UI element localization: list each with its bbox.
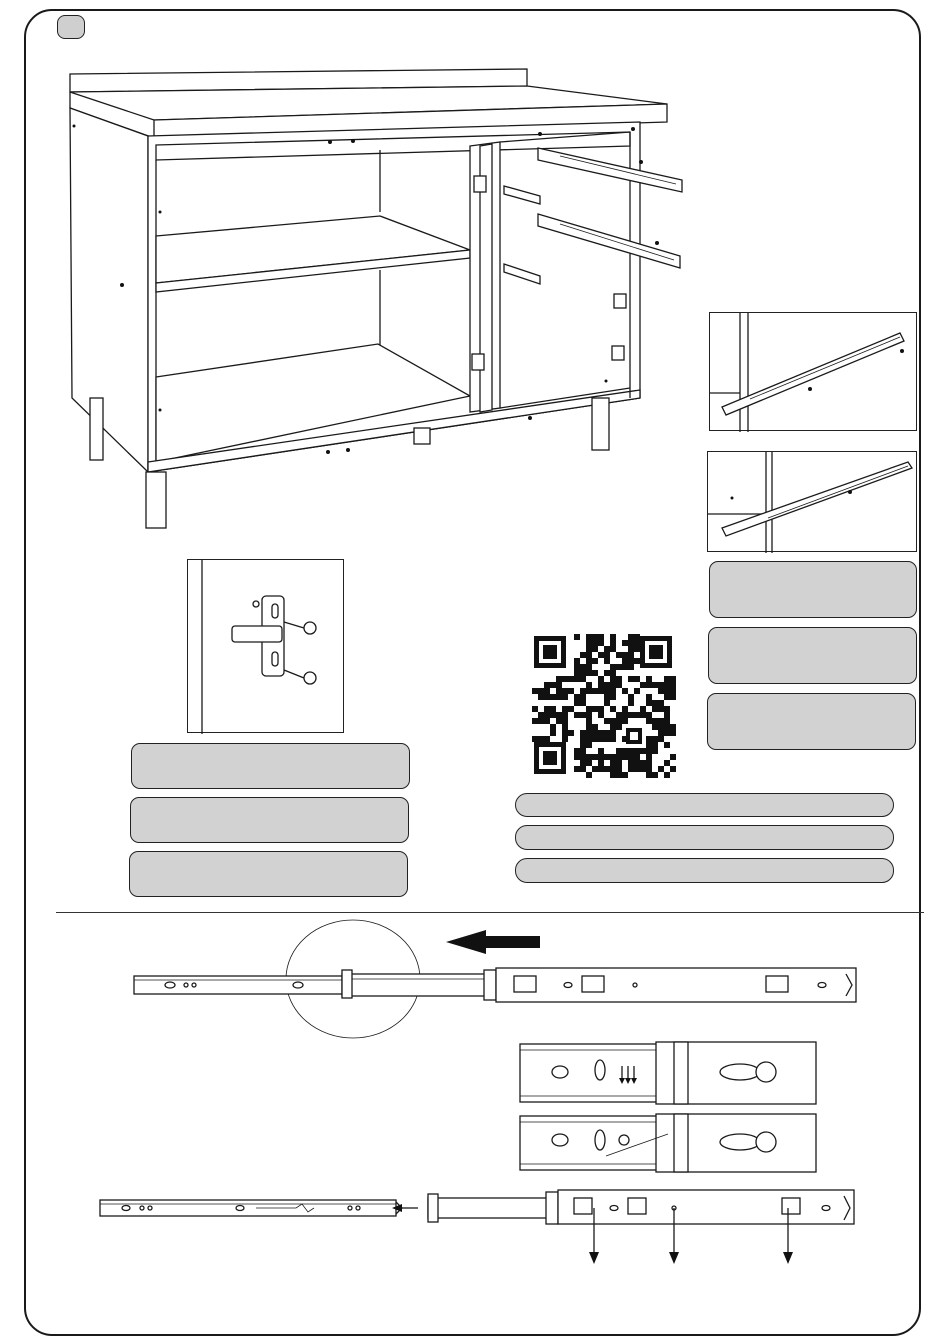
qr-module [622,640,628,646]
qr-module [634,676,640,682]
qr-module [622,718,628,724]
qr-module [574,712,580,718]
qr-module [616,760,622,766]
qr-module [640,766,646,772]
qr-module [634,634,640,640]
qr-module [616,754,622,760]
qr-module [592,706,598,712]
qr-module [580,766,586,772]
qr-module [658,766,664,772]
hinge-detail-inset [187,559,344,733]
qr-module [604,682,610,688]
qr-module [598,652,604,658]
qr-module [592,640,598,646]
qr-module [580,652,586,658]
qr-module [610,718,616,724]
qr-module [586,646,592,652]
qr-module [610,772,616,778]
qr-module [664,730,670,736]
qr-module [592,670,598,676]
qr-module [580,730,586,736]
qr-module [556,682,562,688]
qr-module [622,706,628,712]
qr-module [532,688,538,694]
qr-module [664,676,670,682]
qr-module [598,760,604,766]
qr-module [670,682,676,688]
qr-module [628,658,634,664]
qr-module [622,658,628,664]
qr-module [556,688,562,694]
right-label-3 [707,693,916,750]
qr-module [634,640,640,646]
qr-module [550,724,556,730]
qr-module [580,748,586,754]
qr-module [586,772,592,778]
qr-module [598,748,604,754]
qr-module [574,694,580,700]
qr-module [622,688,628,694]
slide-mount-inset-2 [707,451,917,552]
qr-module [538,718,544,724]
qr-module [670,688,676,694]
qr-module [634,748,640,754]
qr-module [652,742,658,748]
qr-module [550,712,556,718]
qr-module [616,682,622,688]
qr-module [574,676,580,682]
qr-module [586,682,592,688]
qr-module [646,748,652,754]
qr-module [544,682,550,688]
qr-module [586,754,592,760]
qr-module [616,724,622,730]
qr-module [586,640,592,646]
qr-module [658,724,664,730]
qr-module [622,772,628,778]
qr-module [550,694,556,700]
qr-module [646,766,652,772]
qr-module [664,682,670,688]
qr-module [568,676,574,682]
qr-module [616,676,622,682]
qr-module [628,640,634,646]
qr-module [664,694,670,700]
qr-module [586,670,592,676]
qr-module [598,634,604,640]
qr-module [598,736,604,742]
right-label-1 [709,561,917,618]
qr-module [598,676,604,682]
qr-module [538,712,544,718]
qr-module [628,652,634,658]
down-arrow-icon [668,1208,680,1264]
qr-module [628,748,634,754]
qr-module [634,712,640,718]
qr-module [640,712,646,718]
qr-module [646,736,652,742]
qr-module [664,724,670,730]
qr-module [604,754,610,760]
section-divider [56,912,924,913]
qr-module [604,646,610,652]
qr-module [568,706,574,712]
qr-module [610,646,616,652]
qr-module [580,688,586,694]
qr-module [652,772,658,778]
qr-module [634,760,640,766]
qr-module [562,736,568,742]
qr-module [586,664,592,670]
qr-module [658,718,664,724]
qr-module [580,664,586,670]
qr-module [598,766,604,772]
qr-module [592,730,598,736]
qr-module [652,718,658,724]
qr-module [592,766,598,772]
qr-module [634,646,640,652]
qr-module [628,754,634,760]
qr-module [580,754,586,760]
qr-module [604,652,610,658]
qr-module [652,736,658,742]
qr-module [652,700,658,706]
qr-module [610,736,616,742]
qr-module [610,754,616,760]
qr-module [646,682,652,688]
qr-module [646,742,652,748]
qr-module [634,754,640,760]
qr-module [610,682,616,688]
qr-module [640,706,646,712]
qr-module [616,652,622,658]
qr-module [580,712,586,718]
qr-module [592,754,598,760]
qr-module [664,688,670,694]
qr-module [574,766,580,772]
qr-module [640,760,646,766]
qr-module [562,730,568,736]
qr-module [622,748,628,754]
qr-module [586,658,592,664]
qr-module [538,736,544,742]
qr-module [562,694,568,700]
qr-module [628,766,634,772]
qr-module [616,718,622,724]
pill-label-2 [515,825,894,850]
release-lever-closeup-1 [518,1040,820,1106]
qr-module [568,688,574,694]
qr-module [598,640,604,646]
qr-module [592,634,598,640]
qr-module [538,688,544,694]
qr-module [568,730,574,736]
qr-module [652,748,658,754]
qr-module [616,712,622,718]
qr-module [580,736,586,742]
qr-module [574,670,580,676]
qr-module [646,676,652,682]
qr-module [574,658,580,664]
qr-module [574,754,580,760]
qr-module [604,694,610,700]
qr-module [610,730,616,736]
qr-module [670,754,676,760]
qr-module [574,748,580,754]
qr-module [628,664,634,670]
qr-module [592,658,598,664]
qr-module [622,736,628,742]
qr-module [532,706,538,712]
qr-module [652,706,658,712]
qr-module [592,688,598,694]
qr-module [622,712,628,718]
qr-module [556,694,562,700]
qr-module [664,706,670,712]
qr-module [580,742,586,748]
qr-module [664,760,670,766]
cabinet-illustration [60,60,690,540]
separated-drawer-slide [96,1188,860,1268]
left-label-3 [129,851,408,897]
qr-module [604,718,610,724]
qr-module [586,730,592,736]
qr-module [628,646,634,652]
qr-module [664,772,670,778]
qr-module [550,682,556,688]
qr-module [598,730,604,736]
qr-module [562,712,568,718]
qr-module [598,682,604,688]
qr-module [664,712,670,718]
qr-code-icon [530,632,676,778]
qr-module [628,694,634,700]
pill-label-1 [515,793,894,817]
qr-module [574,700,580,706]
qr-module [544,712,550,718]
qr-module [646,718,652,724]
down-arrow-icon [588,1208,600,1264]
qr-module [610,688,616,694]
qr-module [658,688,664,694]
qr-module [532,736,538,742]
qr-module [610,634,616,640]
step-number-badge [57,15,85,39]
qr-module [628,760,634,766]
qr-module [586,742,592,748]
qr-module [658,730,664,736]
qr-module [616,772,622,778]
qr-module [646,754,652,760]
qr-module [670,766,676,772]
down-arrow-icon [782,1208,794,1264]
qr-module [616,748,622,754]
qr-module [670,724,676,730]
qr-module [628,712,634,718]
qr-module [664,742,670,748]
qr-module [652,724,658,730]
qr-module [580,676,586,682]
qr-module [634,658,640,664]
qr-module [574,664,580,670]
qr-module [658,682,664,688]
qr-module [610,706,616,712]
release-lever-closeup-2 [518,1112,820,1174]
qr-module [604,700,610,706]
qr-module [598,754,604,760]
qr-module [604,688,610,694]
qr-module [670,694,676,700]
qr-module [610,670,616,676]
qr-module [610,664,616,670]
left-label-2 [130,797,409,843]
qr-module [646,700,652,706]
qr-module [592,646,598,652]
qr-module [622,664,628,670]
qr-module [604,658,610,664]
qr-module [538,694,544,700]
qr-module [544,694,550,700]
qr-module [562,724,568,730]
qr-module [592,736,598,742]
qr-module [544,688,550,694]
qr-module [562,706,568,712]
qr-module [592,724,598,730]
qr-module [586,634,592,640]
qr-module [544,718,550,724]
qr-module [586,736,592,742]
qr-module [646,694,652,700]
qr-module [640,682,646,688]
qr-module [610,766,616,772]
qr-module [556,676,562,682]
right-label-2 [708,627,917,684]
qr-module [580,760,586,766]
qr-module [610,640,616,646]
qr-module [532,718,538,724]
qr-module [574,634,580,640]
qr-module [616,766,622,772]
qr-module [562,676,568,682]
qr-module [628,676,634,682]
qr-module [664,718,670,724]
qr-module [586,724,592,730]
qr-module [580,694,586,700]
qr-module [658,736,664,742]
qr-module [544,736,550,742]
qr-module [580,700,586,706]
qr-module [586,712,592,718]
qr-module [616,664,622,670]
qr-module [652,682,658,688]
qr-module [628,634,634,640]
qr-module [628,700,634,706]
extended-drawer-slide [130,966,860,1006]
qr-module [610,760,616,766]
qr-module [556,718,562,724]
qr-module [556,712,562,718]
qr-module [604,736,610,742]
qr-module [658,700,664,706]
left-label-1 [131,743,410,789]
qr-module [586,652,592,658]
qr-module [562,688,568,694]
qr-module [544,706,550,712]
qr-module [610,694,616,700]
qr-module [610,676,616,682]
qr-module [634,766,640,772]
qr-module [634,688,640,694]
qr-module [586,718,592,724]
qr-module [550,730,556,736]
push-left-arrow-icon [446,928,542,956]
qr-module [604,730,610,736]
qr-module [658,706,664,712]
qr-module [646,772,652,778]
qr-module [646,712,652,718]
qr-module [586,688,592,694]
qr-module [586,706,592,712]
qr-module [622,652,628,658]
qr-module [598,706,604,712]
qr-module [604,670,610,676]
qr-module [604,766,610,772]
qr-module [670,730,676,736]
qr-module [622,754,628,760]
qr-module [670,676,676,682]
qr-module [646,760,652,766]
qr-module [610,724,616,730]
qr-module [598,688,604,694]
pill-label-3 [515,858,894,883]
qr-module [598,712,604,718]
qr-module [580,670,586,676]
qr-module [550,706,556,712]
qr-module [640,748,646,754]
qr-module [586,760,592,766]
slide-mount-inset-1 [709,312,917,431]
qr-module [562,718,568,724]
